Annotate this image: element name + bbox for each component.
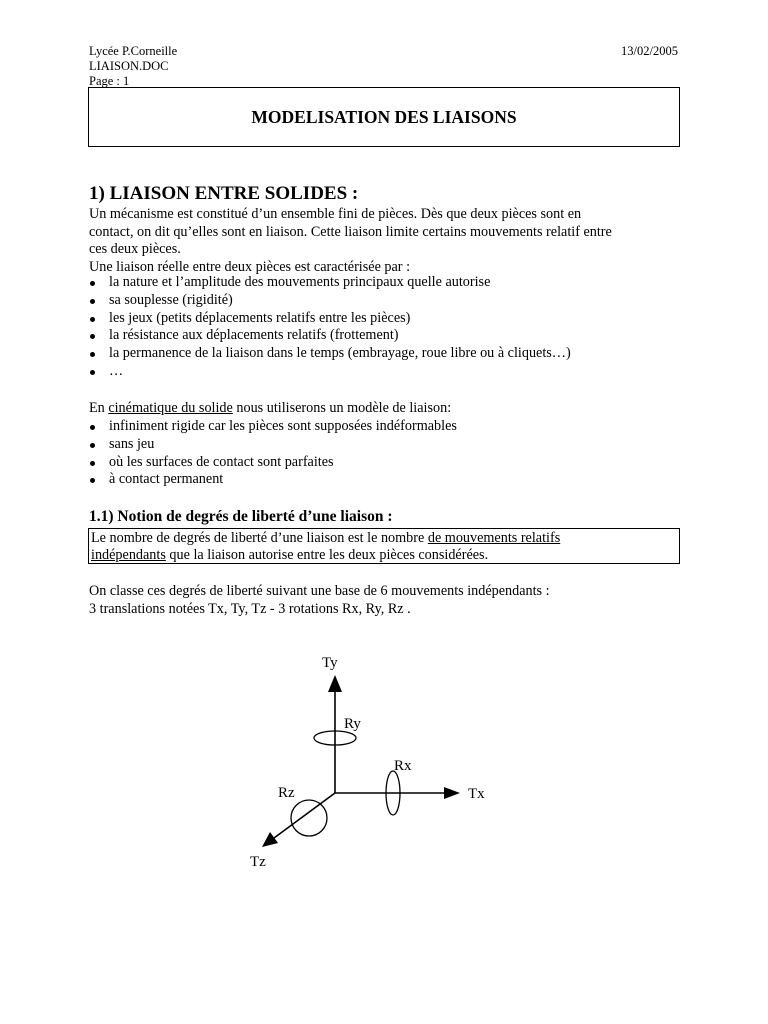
list-item: sans jeu [89, 436, 689, 454]
classification-line: On classe ces degrés de liberté suivant une base de 6 mouvements indépendants : [89, 583, 550, 599]
page-number: Page : 1 [89, 74, 130, 88]
tx-arrowhead [444, 787, 460, 799]
list-item: à contact permanent [89, 471, 689, 489]
intro-line: contact, on dit qu’elles sont en liaison. Cette liaison limite certains mouvements relatif entre [89, 223, 612, 240]
tx-label: Tx [468, 786, 485, 802]
tz-label: Tz [250, 854, 266, 870]
document-title: MODELISATION DES LIAISONS [251, 106, 517, 127]
list-item: la nature et l’amplitude des mouvements principaux quelle autorise [89, 274, 689, 292]
school-name: Lycée P.Corneille [89, 44, 178, 58]
list-item: la permanence de la liaison dans le temps (embrayage, roue libre ou à cliquets…) [89, 345, 689, 363]
list-item: les jeux (petits déplacements relatifs entre les pièces) [89, 310, 689, 328]
definition-text: Le nombre de degrés de liberté d’une liaison est le nombre [91, 530, 428, 546]
intro-line: Une liaison réelle entre deux pièces est caractérisée par : [89, 258, 411, 275]
list-item: où les surfaces de contact sont parfaites [89, 454, 689, 472]
definition-text: que la liaison autorise entre les deux pièces considérées. [165, 546, 489, 563]
section-1-heading: 1) LIAISON ENTRE SOLIDES : [89, 183, 359, 204]
definition-underlined: de mouvements relatifs [427, 530, 561, 546]
ry-label: Ry [344, 716, 361, 732]
classification-line: 3 translations notées Tx, Ty, Tz - 3 rotations Rx, Ry, Rz . [89, 600, 411, 617]
rx-label: Rx [394, 758, 412, 774]
rz-rotation-circle [291, 800, 327, 836]
list-item: … [89, 363, 689, 381]
list-item: la résistance aux déplacements relatifs (frottement) [89, 327, 689, 345]
definition-underlined: indépendants [91, 546, 166, 563]
section-1-1-heading: 1.1) Notion de degrés de liberté d’une liaison : [89, 508, 393, 525]
rz-label: Rz [278, 785, 295, 801]
ty-arrowhead [328, 675, 342, 692]
intro-line: Un mécanisme est constitué d’un ensemble fini de pièces. Dès que deux pièces sont en [89, 206, 582, 222]
list-item: sa souplesse (rigidité) [89, 292, 689, 310]
file-name: LIAISON.DOC [89, 59, 169, 73]
model-intro-after: nous utiliserons un modèle de liaison: [232, 400, 452, 416]
tz-arrowhead [262, 832, 278, 847]
ty-label: Ty [322, 655, 338, 671]
model-intro-before: En [89, 400, 109, 416]
intro-line: ces deux pièces. [89, 241, 181, 257]
list-item: infiniment rigide car les pièces sont supposées indéformables [89, 418, 689, 436]
header-date: 13/02/2005 [621, 44, 678, 58]
cinematique-link: cinématique du solide [108, 400, 233, 416]
